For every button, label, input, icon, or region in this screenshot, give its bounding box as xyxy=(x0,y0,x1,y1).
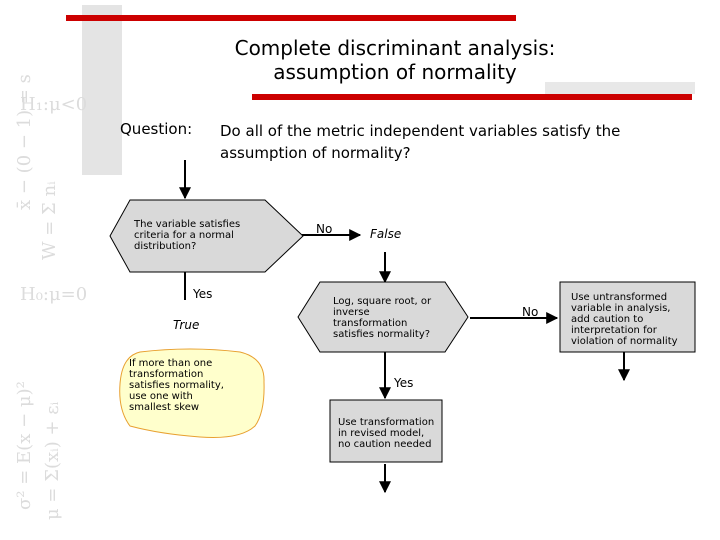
node-text-transform xyxy=(333,296,431,340)
node-text-line: criteria for a normal xyxy=(134,230,234,241)
edge-label-false: False xyxy=(370,227,402,241)
edge-label-no: No xyxy=(316,222,333,236)
question-line-2: assumption of normality? xyxy=(220,144,411,162)
node-text-multiple-transforms xyxy=(129,358,224,413)
question-label: Question: xyxy=(120,120,193,138)
node-text-line: violation of normality xyxy=(571,336,678,347)
node-text-line: If more than one xyxy=(129,358,213,369)
svg-text:H₁:μ<0: H₁:μ<0 xyxy=(20,94,88,115)
node-text-line: transformation xyxy=(129,369,204,380)
node-text-line: Use untransformed xyxy=(571,292,668,303)
svg-text:σ² = E(x − μ)²: σ² = E(x − μ)² xyxy=(14,381,35,510)
node-text-line: no caution needed xyxy=(338,439,432,450)
svg-text:H₀:μ=0: H₀:μ=0 xyxy=(20,284,88,305)
node-text-line: Log, square root, or xyxy=(333,296,432,307)
node-text-line: The variable satisfies xyxy=(134,219,241,230)
node-text-line: Use transformation xyxy=(338,417,435,428)
node-text-line: add caution to xyxy=(571,314,644,325)
node-text-use-untransformed xyxy=(571,292,678,347)
edge-label-true: True xyxy=(173,318,200,332)
edge-label-yes-2: Yes xyxy=(394,376,414,390)
node-text-line: use one with xyxy=(129,391,193,402)
node-text-line: variable in analysis, xyxy=(571,303,671,314)
node-text-line: satisfies normality, xyxy=(129,380,224,391)
node-text-line: interpretation for xyxy=(571,325,657,336)
svg-text:μ = Σ(xᵢ) + εᵢ: μ = Σ(xᵢ) + εᵢ xyxy=(42,401,63,520)
title-line-1: Complete discriminant analysis: xyxy=(234,36,556,60)
title-line-2: assumption of normality xyxy=(273,60,517,84)
edge-label-no-2: No xyxy=(522,305,539,319)
node-text-line: distribution? xyxy=(134,241,197,252)
svg-text:W = Σ nᵢ: W = Σ nᵢ xyxy=(39,181,60,260)
node-text-line: smallest skew xyxy=(129,402,200,413)
node-text-line: inverse xyxy=(333,307,370,318)
node-text-line: transformation xyxy=(333,318,408,329)
node-text-use-transformation xyxy=(338,417,434,450)
node-text-line: satisfies normality? xyxy=(333,329,431,340)
edge-label-yes: Yes xyxy=(193,287,213,301)
node-text-line: in revised model, xyxy=(338,428,425,439)
node-text-normal xyxy=(134,219,240,252)
question-line-1: Do all of the metric independent variables satisfy the xyxy=(220,122,621,140)
svg-text:x̄ − (0 − 1) = s: x̄ − (0 − 1) = s xyxy=(14,74,35,210)
